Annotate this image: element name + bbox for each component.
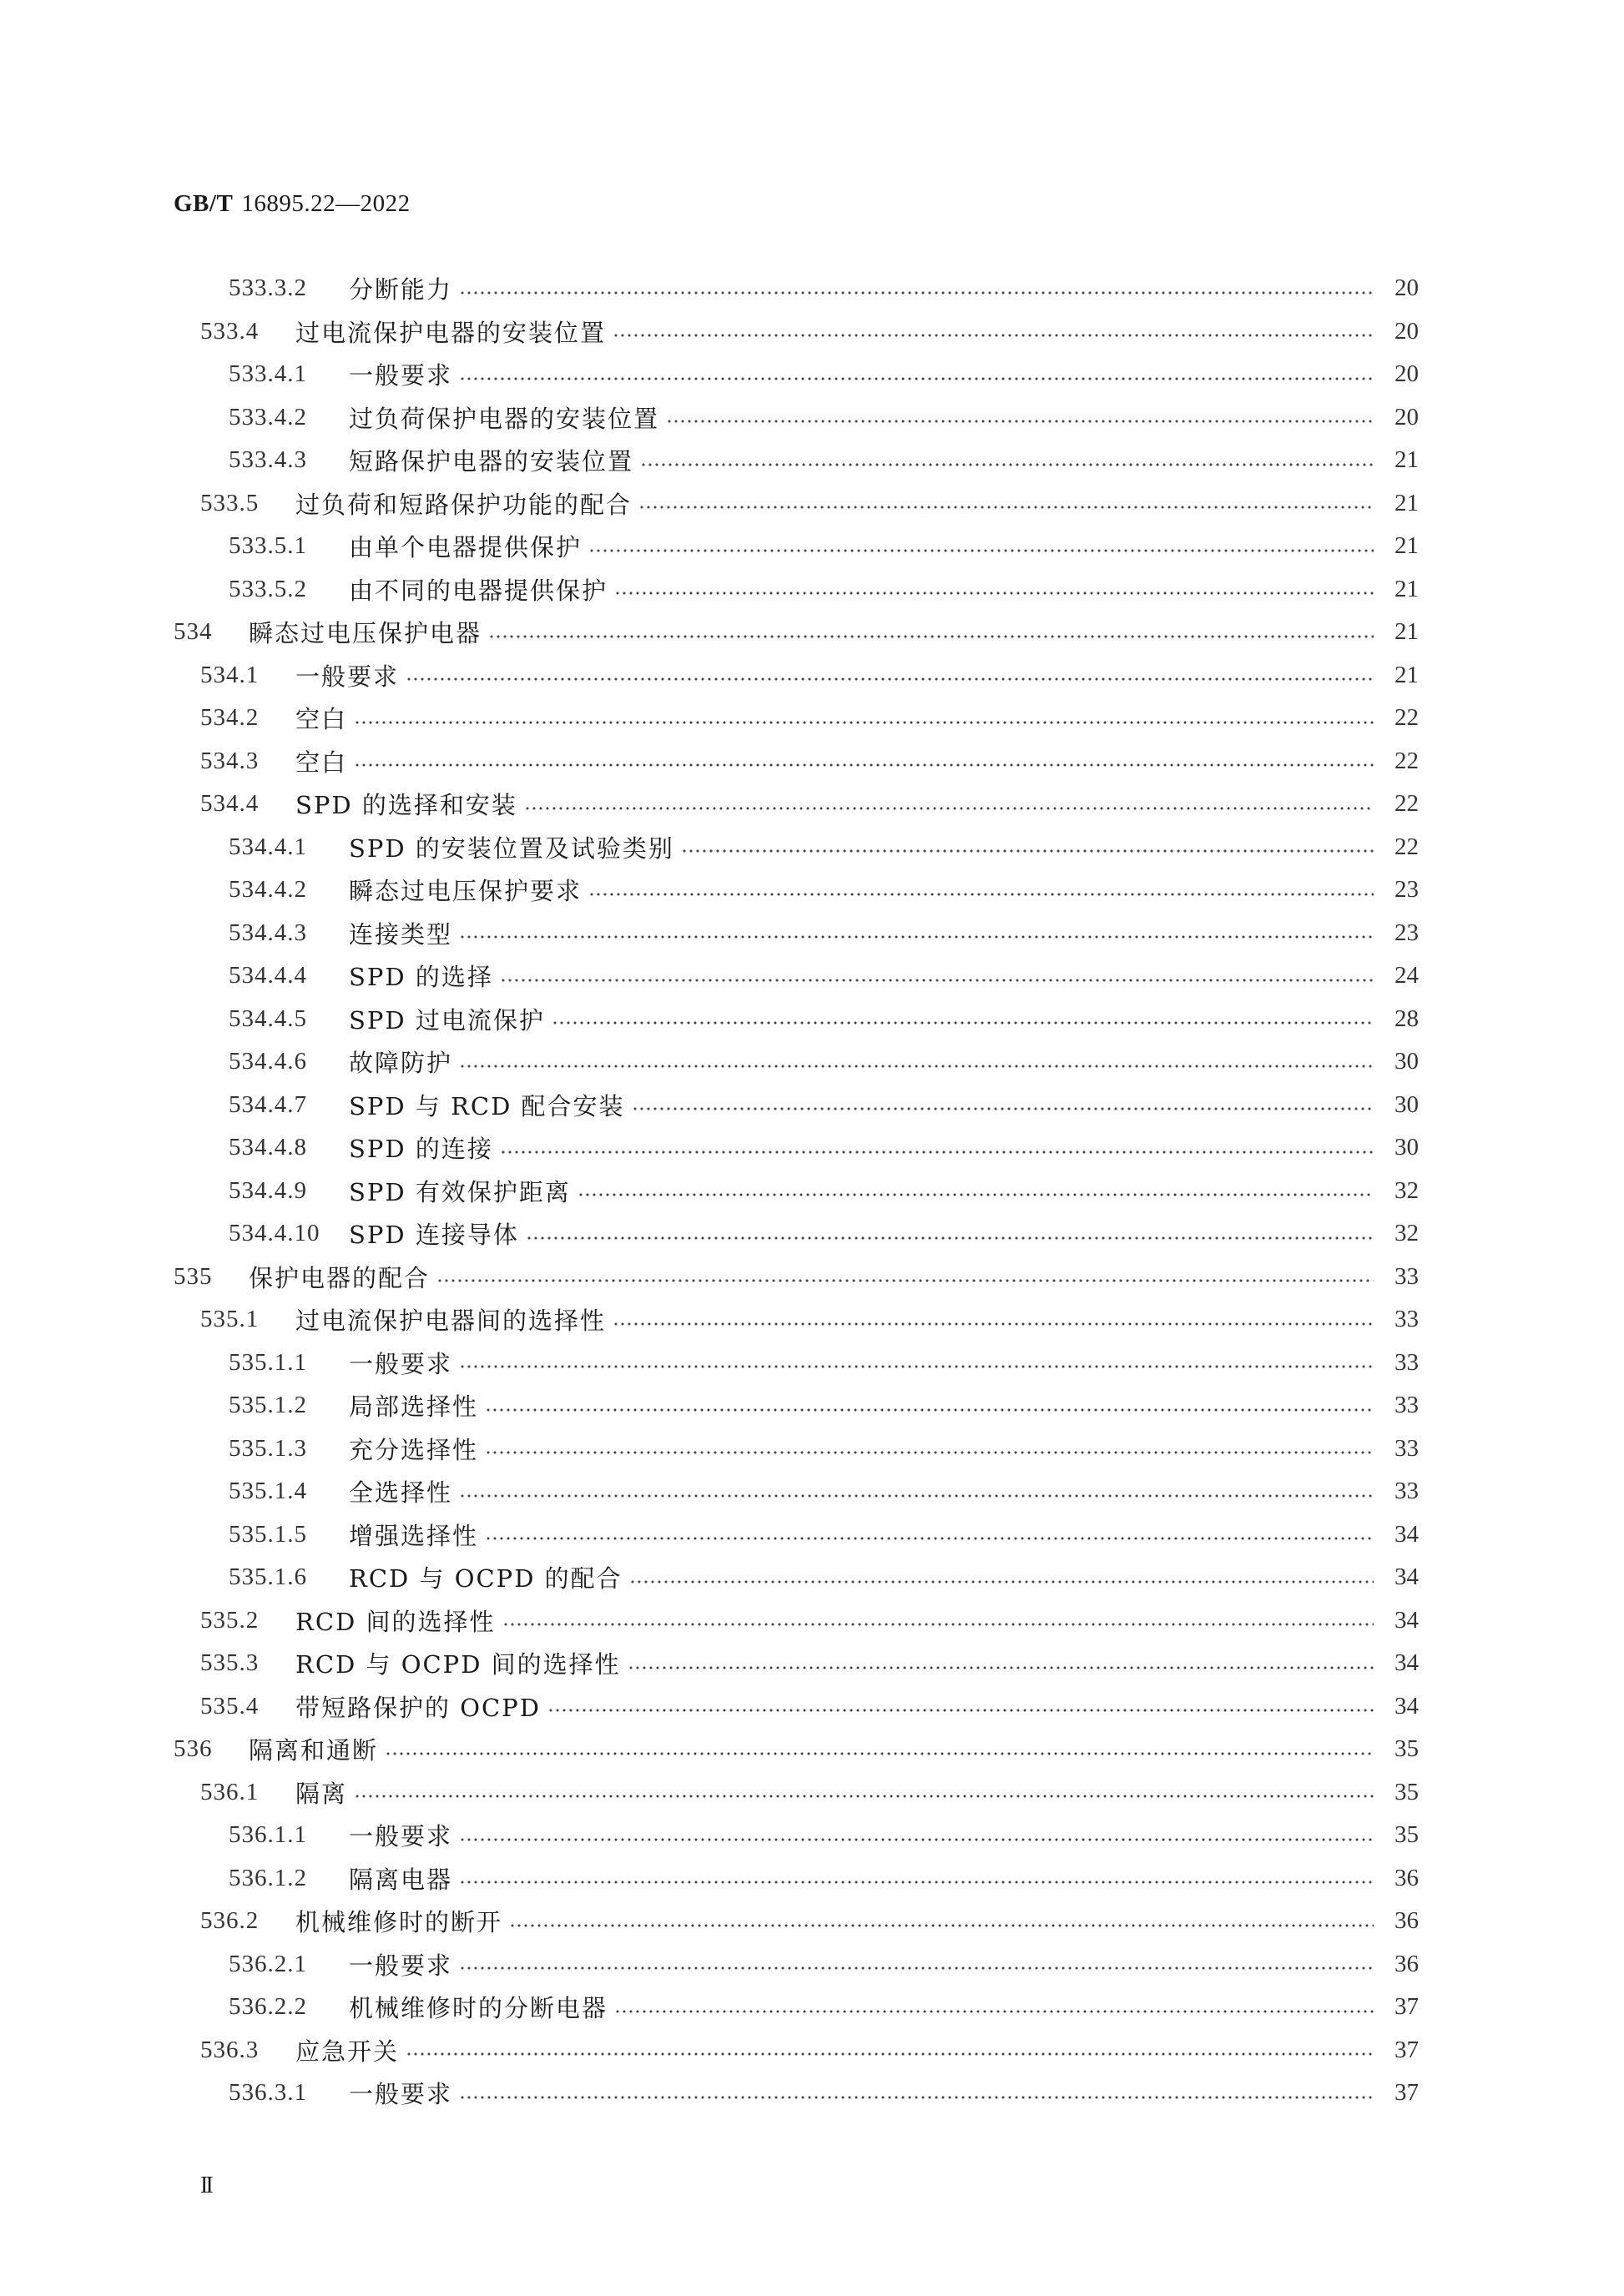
toc-entry-label — [174, 357, 452, 391]
toc-entry-label — [174, 1346, 452, 1380]
dot-leader — [681, 849, 1374, 853]
toc-entry-label — [174, 1302, 606, 1337]
toc-entry-number: 536.3.1 — [229, 2079, 307, 2107]
toc-entry[interactable] — [174, 1384, 1419, 1427]
toc-entry-label — [174, 1130, 493, 1165]
dot-leader — [459, 1838, 1374, 1841]
dot-leader — [524, 807, 1374, 810]
toc-entry-number: 535.1.2 — [229, 1392, 307, 1419]
toc-entry-label — [174, 1560, 623, 1594]
toc-entry[interactable] — [174, 310, 1419, 354]
toc-entry-label — [174, 486, 632, 521]
toc-entry-number: 535.2 — [200, 1606, 260, 1634]
dot-leader — [526, 1236, 1374, 1240]
toc-entry[interactable] — [174, 1642, 1419, 1685]
toc-entry-page: 22 — [1395, 704, 1419, 732]
toc-entry-page: 36 — [1395, 1950, 1419, 1977]
toc-entry-number: 533.4 — [200, 317, 260, 345]
toc-entry-number: 533.5 — [200, 489, 260, 516]
toc-entry[interactable] — [174, 1470, 1419, 1513]
toc-entry-number: 536.3 — [200, 2036, 260, 2063]
toc-entry-page: 35 — [1395, 1735, 1419, 1763]
toc-entry-label — [174, 1474, 452, 1508]
toc-entry-title: 应急开关 — [295, 2037, 400, 2066]
toc-entry-label — [174, 1518, 478, 1552]
toc-entry-number: 534.3 — [200, 747, 260, 774]
toc-entry-number: 534.4.8 — [229, 1134, 307, 1161]
toc-entry-title: SPD 连接导体 — [349, 1221, 519, 1250]
toc-entry-page: 28 — [1395, 1004, 1419, 1032]
toc-entry-title: SPD 有效保护距离 — [349, 1177, 571, 1206]
toc-entry[interactable] — [174, 1298, 1419, 1342]
toc-entry[interactable] — [174, 2029, 1419, 2072]
toc-entry-page: 36 — [1395, 1907, 1419, 1935]
toc-entry[interactable] — [174, 869, 1419, 912]
dot-leader — [459, 1065, 1374, 1068]
toc-entry[interactable] — [174, 1814, 1419, 1857]
toc-entry-label — [174, 1388, 478, 1422]
toc-entry-page: 22 — [1395, 790, 1419, 818]
dot-leader — [632, 1107, 1374, 1110]
dot-leader — [500, 1151, 1374, 1154]
toc-entry-label — [174, 916, 452, 950]
toc-entry-number: 535.1 — [200, 1306, 260, 1333]
toc-entry[interactable] — [174, 2072, 1419, 2115]
dot-leader — [588, 549, 1374, 552]
toc-entry-number: 536 — [174, 1735, 213, 1763]
dot-leader — [385, 1752, 1374, 1755]
toc-entry[interactable] — [174, 1170, 1419, 1213]
toc-entry-title: RCD 间的选择性 — [295, 1607, 496, 1636]
toc-entry-title: SPD 过电流保护 — [349, 1005, 545, 1035]
toc-entry-number: 536.2.1 — [229, 1950, 307, 1977]
toc-entry-title: 过负荷保护电器的安装位置 — [349, 404, 660, 433]
dot-leader — [406, 677, 1374, 681]
toc-entry-label — [174, 615, 482, 649]
toc-entry-title: 机械维修时的分断电器 — [349, 1994, 608, 2023]
dot-leader — [436, 1279, 1374, 1282]
toc-entry-page: 35 — [1395, 1778, 1419, 1805]
dot-leader — [406, 2052, 1374, 2056]
toc-entry[interactable] — [174, 654, 1419, 697]
toc-entry-label — [174, 572, 608, 607]
toc-entry-title: RCD 与 OCPD 的配合 — [349, 1564, 623, 1594]
toc-entry[interactable] — [174, 1986, 1419, 2029]
toc-entry-number: 536.2.2 — [229, 1993, 307, 2021]
toc-entry-title: 全选择性 — [349, 1478, 453, 1508]
toc-entry-label — [174, 1045, 452, 1079]
toc-entry-page: 33 — [1395, 1348, 1419, 1376]
toc-entry-number: 534.4.6 — [229, 1048, 307, 1075]
toc-entry-label — [174, 2033, 399, 2067]
toc-entry-title: SPD 的安装位置及试验类别 — [349, 833, 674, 863]
toc-entry[interactable] — [174, 267, 1419, 310]
toc-entry-page: 36 — [1395, 1864, 1419, 1891]
toc-entry-number: 535.1.6 — [229, 1563, 307, 1591]
toc-entry-title: 一般要求 — [349, 2080, 453, 2109]
dot-leader — [500, 979, 1374, 982]
toc-entry[interactable] — [174, 1685, 1419, 1729]
toc-entry-number: 533.4.1 — [229, 360, 307, 388]
toc-entry-label — [174, 1732, 378, 1766]
toc-entry-number: 534.1 — [200, 661, 260, 688]
toc-entry-title: 隔离和通断 — [249, 1736, 379, 1765]
toc-entry-page: 24 — [1395, 962, 1419, 989]
toc-entry-label — [174, 787, 517, 821]
toc-entry[interactable] — [174, 568, 1419, 612]
standard-number: 16895.22—2022 — [241, 190, 411, 217]
toc-entry-page: 32 — [1395, 1220, 1419, 1247]
dot-leader — [459, 1966, 1374, 1970]
toc-entry-page: 22 — [1395, 747, 1419, 774]
dot-leader — [614, 592, 1374, 595]
toc-entry-number: 533.3.2 — [229, 274, 307, 302]
dot-leader — [459, 2096, 1374, 2099]
toc-entry[interactable] — [174, 826, 1419, 869]
toc-entry-number: 533.5.2 — [229, 575, 307, 602]
toc-entry-page: 33 — [1395, 1434, 1419, 1462]
toc-entry-title: 由不同的电器提供保护 — [349, 576, 608, 605]
dot-leader — [459, 935, 1374, 939]
toc-entry[interactable] — [174, 998, 1419, 1041]
toc-entry-page: 21 — [1395, 618, 1419, 646]
toc-entry-number: 534.4.3 — [229, 919, 307, 946]
dot-leader — [629, 1580, 1374, 1584]
toc-entry-label — [174, 658, 399, 692]
toc-entry-page: 33 — [1395, 1478, 1419, 1505]
dot-leader — [614, 2010, 1374, 2013]
toc-entry-label — [174, 701, 347, 735]
toc-entry-number: 535.1.1 — [229, 1348, 307, 1376]
toc-entry-title: 连接类型 — [349, 919, 453, 949]
dot-leader — [488, 635, 1374, 638]
dot-leader — [502, 1623, 1374, 1626]
toc-entry-title: 一般要求 — [295, 662, 400, 691]
toc-entry-label — [174, 1775, 347, 1810]
toc-entry-label — [174, 1861, 452, 1896]
toc-entry-page: 21 — [1395, 661, 1419, 688]
toc-entry-title: 增强选择性 — [349, 1521, 479, 1550]
toc-entry-title: 带短路保护的 OCPD — [295, 1693, 541, 1722]
dot-leader — [459, 291, 1374, 295]
toc-entry-title: SPD 与 RCD 配合安装 — [349, 1091, 625, 1120]
toc-entry-label — [174, 443, 633, 477]
toc-entry-label — [174, 1604, 496, 1638]
dot-leader — [459, 1365, 1374, 1368]
toc-entry-number: 536.1.1 — [229, 1821, 307, 1849]
dot-leader — [459, 377, 1374, 380]
toc-entry-page: 34 — [1395, 1520, 1419, 1548]
toc-entry-label — [174, 529, 582, 563]
dot-leader — [628, 1666, 1374, 1669]
toc-entry-label — [174, 959, 493, 993]
toc-entry[interactable] — [174, 1084, 1419, 1127]
toc-entry-label — [174, 1088, 625, 1122]
toc-entry-title: SPD 的连接 — [349, 1135, 493, 1164]
toc-entry-label — [174, 873, 582, 907]
toc-entry-page: 23 — [1395, 876, 1419, 904]
toc-entry[interactable] — [174, 1342, 1419, 1385]
toc-entry-page: 21 — [1395, 489, 1419, 516]
toc-entry-label — [174, 1990, 608, 2024]
toc-entry-number: 534.4 — [200, 790, 260, 818]
toc-entry-number: 535.1.5 — [229, 1520, 307, 1548]
toc-entry-page: 21 — [1395, 575, 1419, 602]
dot-leader — [354, 721, 1374, 724]
toc-entry[interactable] — [174, 396, 1419, 440]
toc-entry-number: 536.1 — [200, 1778, 260, 1805]
dot-leader — [552, 1021, 1374, 1025]
toc-entry-page: 22 — [1395, 833, 1419, 860]
toc-entry[interactable] — [174, 611, 1419, 654]
toc-entry-number: 534.4.9 — [229, 1176, 307, 1204]
toc-entry-page: 34 — [1395, 1606, 1419, 1634]
toc-entry-title: 短路保护电器的安装位置 — [349, 447, 634, 476]
toc-entry-page: 32 — [1395, 1176, 1419, 1204]
toc-entry-label — [174, 1818, 452, 1852]
toc-entry-number: 533.4.2 — [229, 403, 307, 430]
standard-prefix: GB/T — [174, 190, 234, 217]
toc-entry[interactable] — [174, 912, 1419, 955]
dot-leader — [547, 1709, 1374, 1712]
toc-entry-number: 533.5.1 — [229, 532, 307, 560]
toc-entry[interactable] — [174, 1943, 1419, 1986]
toc-entry-number: 534.4.7 — [229, 1090, 307, 1118]
toc-entry-label — [174, 2076, 452, 2110]
dot-leader — [613, 1322, 1374, 1326]
toc-entry-title: 空白 — [295, 705, 348, 734]
toc-entry-number: 536.1.2 — [229, 1864, 307, 1891]
toc-entry-title: 隔离电器 — [349, 1865, 453, 1894]
dot-leader — [509, 1924, 1374, 1927]
toc-entry[interactable] — [174, 1857, 1419, 1901]
toc-entry-number: 533.4.3 — [229, 446, 307, 474]
toc-entry-page: 30 — [1395, 1134, 1419, 1161]
toc-entry[interactable] — [174, 1256, 1419, 1299]
dot-leader — [459, 1494, 1374, 1498]
toc-entry[interactable] — [174, 1513, 1419, 1557]
toc-entry[interactable] — [174, 1599, 1419, 1643]
dot-leader — [588, 893, 1374, 896]
toc-entry-label — [174, 1002, 545, 1036]
toc-entry-page: 33 — [1395, 1306, 1419, 1333]
toc-entry-number: 536.2 — [200, 1907, 260, 1935]
toc-entry[interactable] — [174, 1212, 1419, 1256]
toc-entry[interactable] — [174, 353, 1419, 396]
toc-entry[interactable] — [174, 697, 1419, 740]
toc-entry[interactable] — [174, 1427, 1419, 1471]
toc-entry-page: 20 — [1395, 274, 1419, 302]
toc-entry-label — [174, 1260, 430, 1294]
toc-entry-label — [174, 744, 347, 778]
dot-leader — [638, 506, 1374, 509]
toc-entry-title: 隔离 — [295, 1779, 348, 1808]
toc-entry-label — [174, 830, 674, 864]
toc-entry-label — [174, 271, 452, 305]
toc-entry-number: 535.3 — [200, 1649, 260, 1677]
toc-entry-title: 瞬态过电压保护要求 — [349, 877, 583, 906]
toc-entry-title: RCD 与 OCPD 间的选择性 — [295, 1650, 621, 1679]
toc-entry-title: 保护电器的配合 — [249, 1263, 431, 1292]
toc-entry-label — [174, 1174, 571, 1208]
toc-entry-page: 33 — [1395, 1262, 1419, 1290]
toc-entry-title: SPD 的选择 — [349, 963, 493, 992]
toc-entry-number: 535.4 — [200, 1692, 260, 1719]
toc-entry-page: 34 — [1395, 1649, 1419, 1677]
toc-entry-title: 机械维修时的断开 — [295, 1908, 503, 1937]
toc-entry-title: 分断能力 — [349, 275, 453, 305]
toc-entry-title: 局部选择性 — [349, 1392, 479, 1422]
toc-entry-title: 一般要求 — [349, 1822, 453, 1851]
toc-entry-label — [174, 1646, 621, 1680]
toc-entry-number: 535.1.3 — [229, 1434, 307, 1462]
toc-entry-number: 535 — [174, 1262, 213, 1290]
page-number: II — [200, 2173, 211, 2198]
toc-entry-page: 20 — [1395, 403, 1419, 430]
toc-entry-number: 534.4.4 — [229, 962, 307, 989]
toc-entry[interactable] — [174, 954, 1419, 998]
dot-leader — [577, 1193, 1374, 1196]
toc-entry-page: 20 — [1395, 317, 1419, 345]
toc-entry[interactable] — [174, 1771, 1419, 1815]
toc-entry-label — [174, 1947, 452, 1981]
dot-leader — [485, 1537, 1374, 1540]
table-of-contents — [174, 267, 1419, 2115]
toc-entry[interactable] — [174, 783, 1419, 826]
toc-entry-number: 534.4.2 — [229, 876, 307, 904]
toc-entry-label — [174, 1432, 478, 1466]
toc-entry-number: 534.4.5 — [229, 1004, 307, 1032]
toc-entry[interactable] — [174, 439, 1419, 482]
toc-entry-page: 23 — [1395, 919, 1419, 946]
toc-entry-page: 37 — [1395, 2036, 1419, 2063]
toc-entry-title: SPD 的选择和安装 — [295, 791, 517, 820]
toc-entry-title: 空白 — [295, 748, 348, 777]
toc-entry[interactable] — [174, 525, 1419, 568]
toc-entry-title: 过电流保护电器间的选择性 — [295, 1307, 607, 1336]
dot-leader — [640, 463, 1374, 466]
toc-entry-title: 一般要求 — [349, 361, 453, 390]
toc-entry-page: 34 — [1395, 1563, 1419, 1591]
toc-entry-number: 534.4.10 — [229, 1220, 320, 1247]
toc-entry-page: 21 — [1395, 532, 1419, 560]
toc-entry[interactable] — [174, 740, 1419, 783]
standard-header — [174, 190, 411, 218]
toc-entry-title: 过电流保护电器的安装位置 — [295, 318, 607, 347]
toc-entry-page: 21 — [1395, 446, 1419, 474]
toc-entry[interactable] — [174, 482, 1419, 526]
toc-entry-label — [174, 400, 659, 435]
toc-entry-title: 一般要求 — [349, 1349, 453, 1378]
toc-entry-title: 故障防护 — [349, 1049, 453, 1078]
toc-entry-title: 一般要求 — [349, 1951, 453, 1980]
toc-entry-title: 过负荷和短路保护功能的配合 — [295, 490, 633, 519]
dot-leader — [666, 420, 1374, 423]
toc-entry-label — [174, 315, 606, 349]
toc-entry-page: 30 — [1395, 1048, 1419, 1075]
toc-entry-number: 535.1.4 — [229, 1478, 307, 1505]
dot-leader — [354, 1795, 1374, 1798]
toc-entry-page: 37 — [1395, 2079, 1419, 2107]
toc-entry-number: 534.2 — [200, 704, 260, 732]
dot-leader — [613, 334, 1374, 337]
toc-entry-label — [174, 1216, 519, 1251]
toc-entry[interactable] — [174, 1728, 1419, 1771]
toc-entry-label — [174, 1904, 502, 1938]
toc-entry-title: 由单个电器提供保护 — [349, 533, 583, 562]
dot-leader — [459, 1881, 1374, 1884]
toc-entry-number: 534.4.1 — [229, 833, 307, 860]
dot-leader — [485, 1451, 1374, 1454]
toc-entry-title: 充分选择性 — [349, 1435, 479, 1464]
toc-entry[interactable] — [174, 1556, 1419, 1599]
dot-leader — [354, 763, 1374, 767]
toc-entry-label — [174, 1689, 541, 1724]
dot-leader — [485, 1408, 1374, 1412]
toc-entry[interactable] — [174, 1126, 1419, 1170]
toc-entry-page: 30 — [1395, 1090, 1419, 1118]
toc-entry[interactable] — [174, 1040, 1419, 1084]
toc-entry-page: 34 — [1395, 1692, 1419, 1719]
toc-entry-page: 20 — [1395, 360, 1419, 388]
toc-entry-number: 534 — [174, 618, 213, 646]
toc-entry-title: 瞬态过电压保护电器 — [249, 619, 482, 648]
toc-entry-page: 33 — [1395, 1392, 1419, 1419]
toc-entry-page: 37 — [1395, 1993, 1419, 2021]
toc-entry-page: 35 — [1395, 1821, 1419, 1849]
toc-entry[interactable] — [174, 1900, 1419, 1943]
